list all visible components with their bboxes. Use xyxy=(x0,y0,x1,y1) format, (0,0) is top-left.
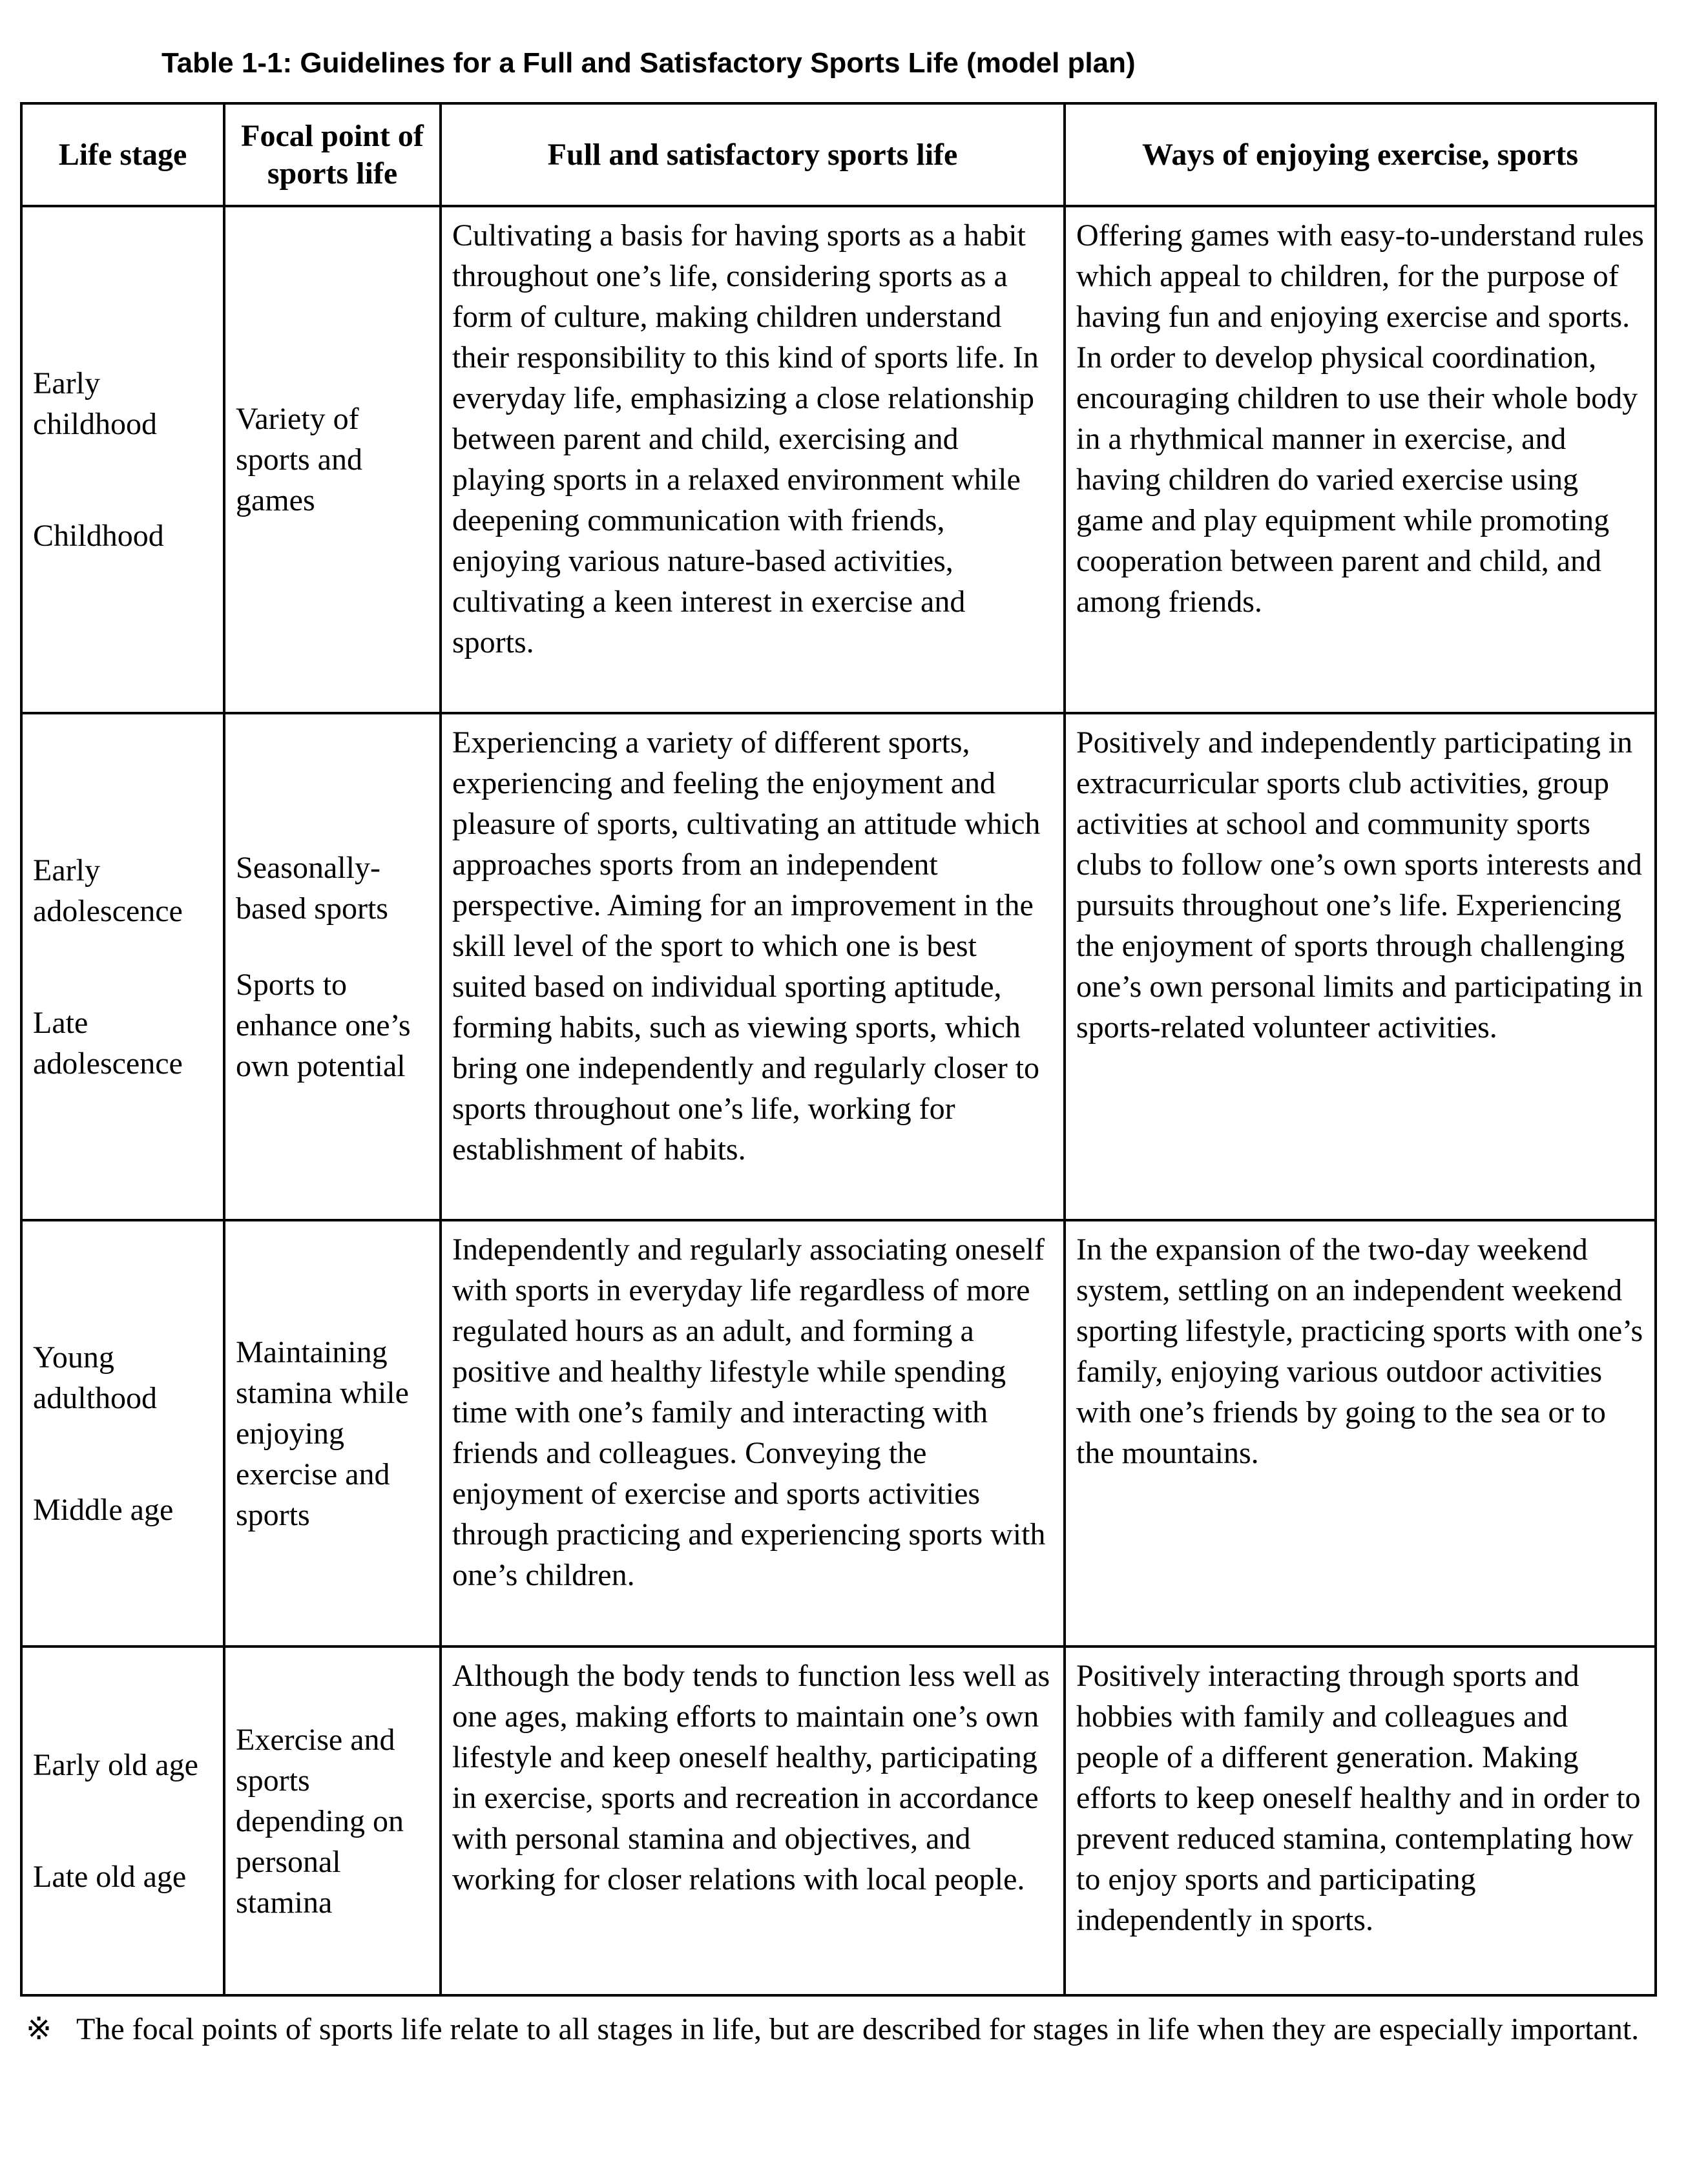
focal-point-primary: Maintaining stamina while enjoying exercise and sports xyxy=(236,1335,409,1532)
life-stage-primary: Young adulthood xyxy=(33,1340,157,1415)
life-stage-cell xyxy=(21,206,224,713)
ways-cell: Positively interacting through sports and hobbies with family and colleagues and people of a different generation. Making efforts to keep oneself healthy and in order to prevent reduced stamina, contemplating how to enjoy sports and participating independently in sports. xyxy=(1065,1646,1656,1995)
header-full-life: Full and satisfactory sports life xyxy=(441,103,1065,206)
header-focal-point: Focal point of sports life xyxy=(224,103,441,206)
full-life-cell: Independently and regularly associating oneself with sports in everyday life regardless of more regulated hours as an adult, and forming a positive and healthy lifestyle while spending time with one’s family and interacting with friends and colleagues. Conveying the enjoyment of exercise and sports activities through practicing and experiencing sports with one’s children. xyxy=(441,1220,1065,1646)
life-stage-secondary: Late adolescence xyxy=(33,1005,183,1081)
table-row xyxy=(21,713,1656,1220)
ways-cell: In the expansion of the two-day weekend system, settling on an independent weekend sporting lifestyle, practicing sports with one’s family, enjoying various outdoor activities with one’s friends by going to the sea or to the mountains. xyxy=(1065,1220,1656,1646)
full-life-cell: Cultivating a basis for having sports as a habit throughout one’s life, considering sports as a form of culture, making children understand their responsibility to this kind of sports life. In everyday life, emphasizing a close relationship between parent and child, exercising and playing sports in a relaxed environment while deepening communication with friends, enjoying various nature-based activities, cultivating a keen interest in exercise and sports. xyxy=(441,206,1065,713)
life-stage-secondary: Childhood xyxy=(33,519,164,553)
focal-point-cell xyxy=(224,713,441,1220)
full-life-cell: Experiencing a variety of different sports, experiencing and feeling the enjoyment and pleasure of sports, cultivating an attitude which approaches sports from an independent perspective. Aiming for an improvement in the skill level of the sport to which one is best suited based on individual sporting aptitude, forming habits, such as viewing sports, which bring one independently and regularly closer to sports throughout one’s life, working for establishment of habits. xyxy=(441,713,1065,1220)
footnote xyxy=(26,2009,1654,2050)
life-stage-cell xyxy=(21,1646,224,1995)
header-ways: Ways of enjoying exercise, sports xyxy=(1065,103,1656,206)
focal-point-primary: Exercise and sports depending on personal stamina xyxy=(236,1722,404,1920)
reference-mark-icon: ※ xyxy=(26,2012,52,2046)
header-row xyxy=(21,103,1656,206)
focal-point-primary: Variety of sports and games xyxy=(236,402,362,517)
focal-point-secondary: Sports to enhance one’s own potential xyxy=(236,967,411,1083)
table-row xyxy=(21,206,1656,713)
life-stage-secondary: Middle age xyxy=(33,1492,174,1527)
life-stage-secondary: Late old age xyxy=(33,1860,187,1894)
life-stage-primary: Early adolescence xyxy=(33,853,183,928)
focal-point-cell xyxy=(224,1220,441,1646)
table-row xyxy=(21,1646,1656,1995)
full-life-cell: Although the body tends to function less well as one ages, making efforts to maintain one’s own lifestyle and keep oneself healthy, participating in exercise, sports and recreation in accordance with personal stamina and objectives, and working for closer relations with local people. xyxy=(441,1646,1065,1995)
header-life-stage: Life stage xyxy=(21,103,224,206)
ways-cell: Positively and independently participating in extracurricular sports club activities, group activities at school and community sports clubs to follow one’s own sports interests and pursuits throughout one’s life. Experiencing the enjoyment of sports through challenging one’s own personal limits and participating in sports-related volunteer activities. xyxy=(1065,713,1656,1220)
guidelines-table xyxy=(20,102,1657,1997)
life-stage-cell xyxy=(21,713,224,1220)
table-row xyxy=(21,1220,1656,1646)
focal-point-cell xyxy=(224,1646,441,1995)
table-title: Table 1-1: Guidelines for a Full and Satisfactory Sports Life (model plan) xyxy=(161,47,1136,79)
life-stage-primary: Early childhood xyxy=(33,366,157,441)
focal-point-primary: Seasonally-based sports xyxy=(236,850,388,926)
focal-point-cell xyxy=(224,206,441,713)
life-stage-primary: Early old age xyxy=(33,1748,198,1782)
life-stage-cell xyxy=(21,1220,224,1646)
ways-cell: Offering games with easy-to-understand rules which appeal to children, for the purpose of having fun and enjoying exercise and sports. In order to develop physical coordination, encouraging children to use their whole body in a rhythmical manner in exercise, and having children do varied exercise using game and play equipment while promoting cooperation between parent and child, and among friends. xyxy=(1065,206,1656,713)
footnote-text: The focal points of sports life relate to all stages in life, but are described for stages in life when they are especially important. xyxy=(76,2012,1640,2046)
